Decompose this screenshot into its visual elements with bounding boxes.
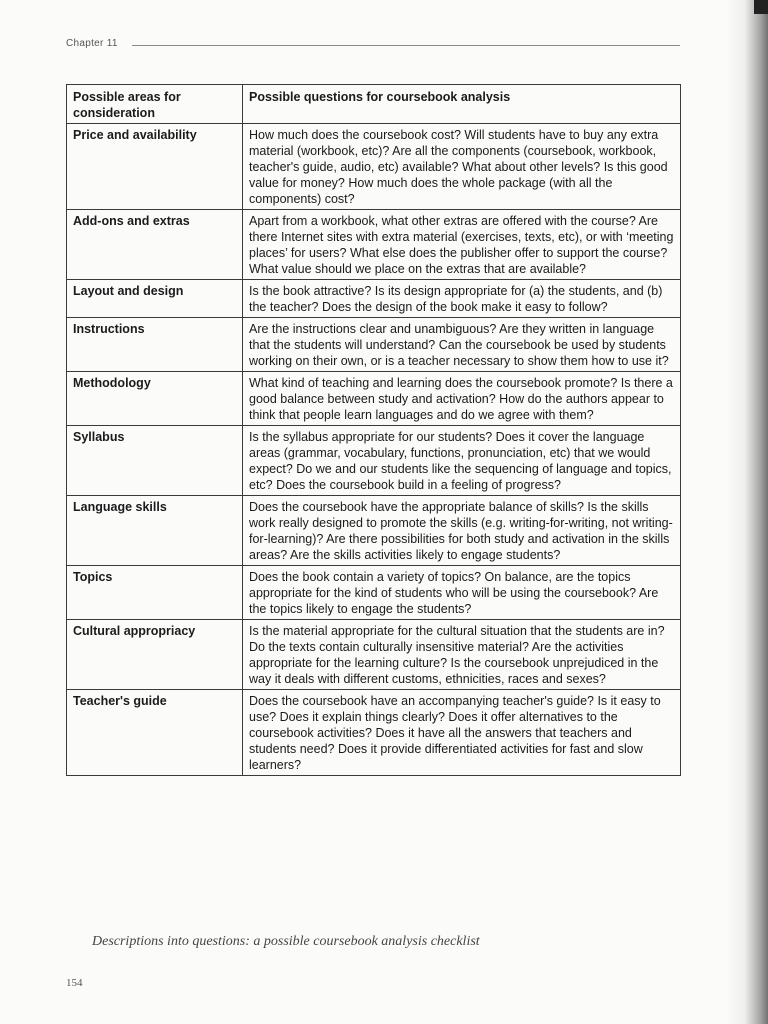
questions-cell: What kind of teaching and learning does the coursebook promote? Is there a good balance between study and activation? How do the authors appear to think that people learn languages and do we agree with them? — [243, 372, 681, 426]
coursebook-checklist-table — [66, 84, 681, 776]
area-cell: Syllabus — [67, 426, 243, 496]
questions-cell: Does the coursebook have the appropriate balance of skills? Is the skills work really designed to promote the skills (e.g. writing-for-writing, not writing-for-learning)? Are there possibilities for both study and activation in the skills areas? Are the skills activities likely to engage students? — [243, 496, 681, 566]
column-header-questions: Possible questions for coursebook analysis — [243, 85, 681, 124]
area-cell: Cultural appropriacy — [67, 620, 243, 690]
questions-cell: Does the coursebook have an accompanying teacher's guide? Is it easy to use? Does it explain things clearly? Does it offer alternatives to the coursebook activities? Does it have all the answers that teachers and students need? Does it provide differentiated activities for fast and slow learners? — [243, 690, 681, 776]
page-corner — [754, 0, 768, 14]
questions-cell: How much does the coursebook cost? Will students have to buy any extra material (workbook, etc)? Are all the components (coursebook, workbook, teacher's guide, audio, etc) available? What about other levels? Is this good value for money? How much does the whole package (with all the components) cost? — [243, 124, 681, 210]
area-cell: Methodology — [67, 372, 243, 426]
table-row — [67, 124, 681, 210]
questions-cell: Does the book contain a variety of topics? On balance, are the topics appropriate for the kind of students who will be using the coursebook? Are the topics likely to engage the students? — [243, 566, 681, 620]
header-rule — [132, 45, 680, 46]
questions-cell: Apart from a workbook, what other extras are offered with the course? Are there Internet sites with extra material (exercises, texts, etc), or with ‘meeting places’ for users? What else does the publisher offer to support the course? What value should we place on the extras that are available? — [243, 210, 681, 280]
area-cell: Teacher's guide — [67, 690, 243, 776]
page-number: 154 — [66, 977, 83, 989]
table-row — [67, 620, 681, 690]
table-header-row — [67, 85, 681, 124]
table-row — [67, 318, 681, 372]
area-cell: Instructions — [67, 318, 243, 372]
questions-cell: Is the material appropriate for the cultural situation that the students are in? Do the texts contain culturally insensitive material? Are the activities appropriate for the learning culture? Is the coursebook unprejudiced in the way it deals with different customs, ethnicities, races and sexes? — [243, 620, 681, 690]
area-cell: Language skills — [67, 496, 243, 566]
table-row — [67, 496, 681, 566]
table-caption: Descriptions into questions: a possible coursebook analysis checklist — [92, 934, 480, 949]
table-row — [67, 372, 681, 426]
table-row — [67, 426, 681, 496]
questions-cell: Is the syllabus appropriate for our students? Does it cover the language areas (grammar, vocabulary, functions, pronunciation, etc) that we would expect? Do we and our students like the sequencing of language and topics, etc? Does the coursebook build in a feeling of progress? — [243, 426, 681, 496]
questions-cell: Are the instructions clear and unambiguous? Are they written in language that the students will understand? Can the coursebook be used by students working on their own, or is a teacher necessary to show them how to use it? — [243, 318, 681, 372]
area-cell: Topics — [67, 566, 243, 620]
questions-cell: Is the book attractive? Is its design appropriate for (a) the students, and (b) the teacher? Does the design of the book make it easy to follow? — [243, 280, 681, 318]
area-cell: Layout and design — [67, 280, 243, 318]
area-cell: Price and availability — [67, 124, 243, 210]
table-row — [67, 566, 681, 620]
table-row — [67, 690, 681, 776]
area-cell: Add-ons and extras — [67, 210, 243, 280]
running-header — [66, 38, 680, 52]
table-row — [67, 280, 681, 318]
column-header-areas: Possible areas for consideration — [67, 85, 243, 124]
chapter-label: Chapter 11 — [66, 38, 118, 49]
page-gutter-shadow — [726, 0, 768, 1024]
table-row — [67, 210, 681, 280]
